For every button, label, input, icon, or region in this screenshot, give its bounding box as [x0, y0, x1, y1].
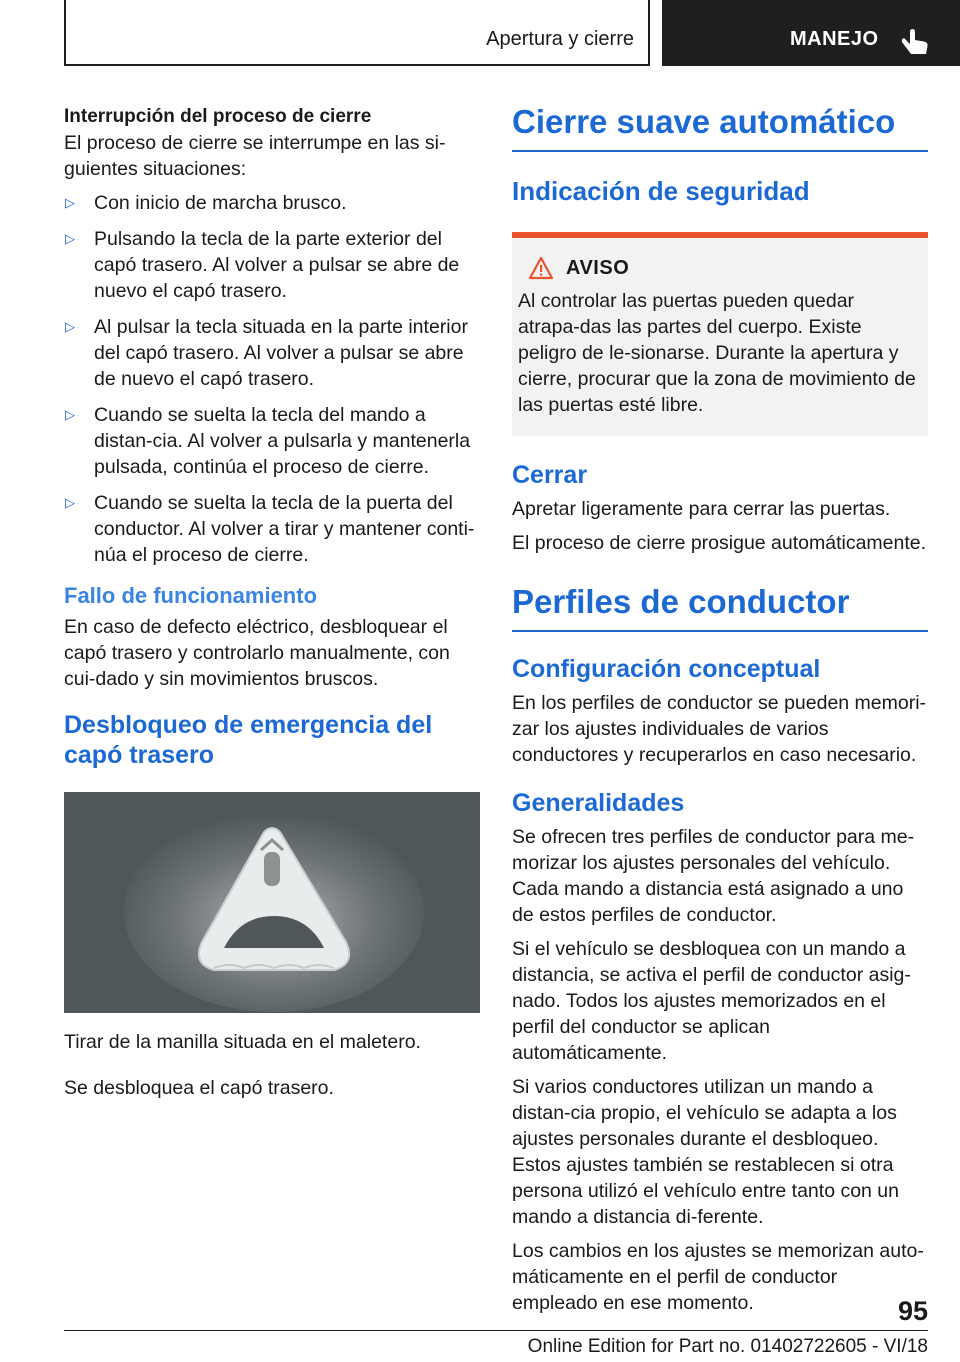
general-p1: Se ofrecen tres perfiles de conductor para me‐morizar los ajustes personales del vehículo. Cada mando a distancia está asignado a uno de estos perfiles de conductor. [512, 826, 915, 926]
header-chapter-tab [662, 0, 960, 66]
fault-text: En caso de defecto eléctrico, desbloquear el capó trasero y controlarlo manualmente, con cui‐dado y sin movimientos bruscos. [64, 616, 450, 690]
photo-caption-1: Tirar de la manilla situada en el maletero. [64, 1031, 421, 1053]
list-item: ▷ Al pulsar la tecla situada en la parte interior del capó trasero. Al volver a pulsar se abre de nuevo el capó trasero. [65, 316, 468, 390]
right-column [512, 100, 928, 1324]
page-number: 95 [897, 1296, 928, 1326]
interrupt-list [64, 190, 480, 568]
close-p2: El proceso de cierre prosigue automáticamente. [512, 532, 927, 554]
general-p2: Si el vehículo se desbloquea con un mando a distancia, se activa el perfil de conductor asig‐nado. Todos los ajustes memorizados en el perfil del conductor se aplican automáticamente. [512, 938, 911, 1064]
interrupt-heading: Interrupción del proceso de cierre [64, 106, 372, 127]
concept-text: En los perfiles de conductor se pueden memori‐zar los ajustes individuales de varios conductores y recuperarlos en caso necesario. [512, 692, 927, 766]
section-label: Apertura y cierre [486, 28, 634, 50]
emergency-handle-photo [64, 792, 480, 1013]
soft-close-title: Cierre suave automático [512, 102, 928, 152]
interrupt-intro: El proceso de cierre se interrumpe en las si‐guientes situaciones: [64, 132, 446, 180]
triangle-bullet-icon: ▷ [65, 495, 75, 510]
list-item: ▷ Con inicio de marcha brusco. [65, 192, 347, 214]
header-section-tab [64, 0, 650, 66]
close-p1: Apretar ligeramente para cerrar las puertas. [512, 498, 891, 520]
concept-heading: Configuración conceptual [512, 655, 821, 683]
photo-caption-2: Se desbloquea el capó trasero. [64, 1077, 334, 1099]
triangle-bullet-icon: ▷ [65, 407, 75, 422]
list-item: ▷ Cuando se suelta la tecla de la puerta del conductor. Al volver a tirar y mantener conti‐núa el proceso de cierre. [65, 492, 475, 566]
general-p4: Los cambios en los ajustes se memorizan auto‐máticamente en el perfil de conductor empleado en ese momento. [512, 1240, 924, 1314]
warning-triangle-icon [528, 256, 554, 280]
emergency-heading: Desbloqueo de emergencia del capó trasero [64, 711, 433, 769]
fault-heading: Fallo de funcionamiento [64, 583, 318, 608]
warning-label: AVISO [566, 256, 630, 279]
warning-text: Al controlar las puertas pueden quedar atrapa‐das las partes del cuerpo. Existe peligro de le‐sionarse. Durante la apertura y cierre, procurar que la zona de movimiento de las puertas esté libre. [518, 290, 916, 416]
chapter-label: MANEJO [790, 28, 879, 50]
hand-pointer-icon [898, 24, 932, 58]
general-p3: Si varios conductores utilizan un mando a distan‐cia propio, el vehículo se adapta a los ajustes personales durante el desbloqueo. Estos ajustes también se restablecen si otra persona utilizó el vehículo entre tanto con un mando a distancia di‐ferente. [512, 1076, 900, 1228]
profiles-title: Perfiles de conductor [512, 582, 928, 632]
triangle-bullet-icon: ▷ [65, 231, 75, 246]
footer-divider [64, 1330, 928, 1331]
edition-note: Online Edition for Part no. 01402722605 - VI/18 [527, 1336, 928, 1357]
triangle-bullet-icon: ▷ [65, 195, 75, 210]
triangle-bullet-icon: ▷ [65, 319, 75, 334]
left-column [64, 100, 480, 1109]
pull-handle-illustration [64, 792, 480, 1013]
safety-heading: Indicación de seguridad [512, 176, 810, 206]
list-item: ▷ Pulsando la tecla de la parte exterior del capó trasero. Al volver a pulsar se abre de nuevo el capó trasero. [65, 228, 460, 302]
close-heading: Cerrar [512, 461, 588, 489]
general-heading: Generalidades [512, 789, 685, 817]
warning-box [512, 232, 928, 436]
list-item: ▷ Cuando se suelta la tecla del mando a distan‐cia. Al volver a pulsarla y mantenerla pulsada, continúa el proceso de cierre. [65, 404, 471, 478]
